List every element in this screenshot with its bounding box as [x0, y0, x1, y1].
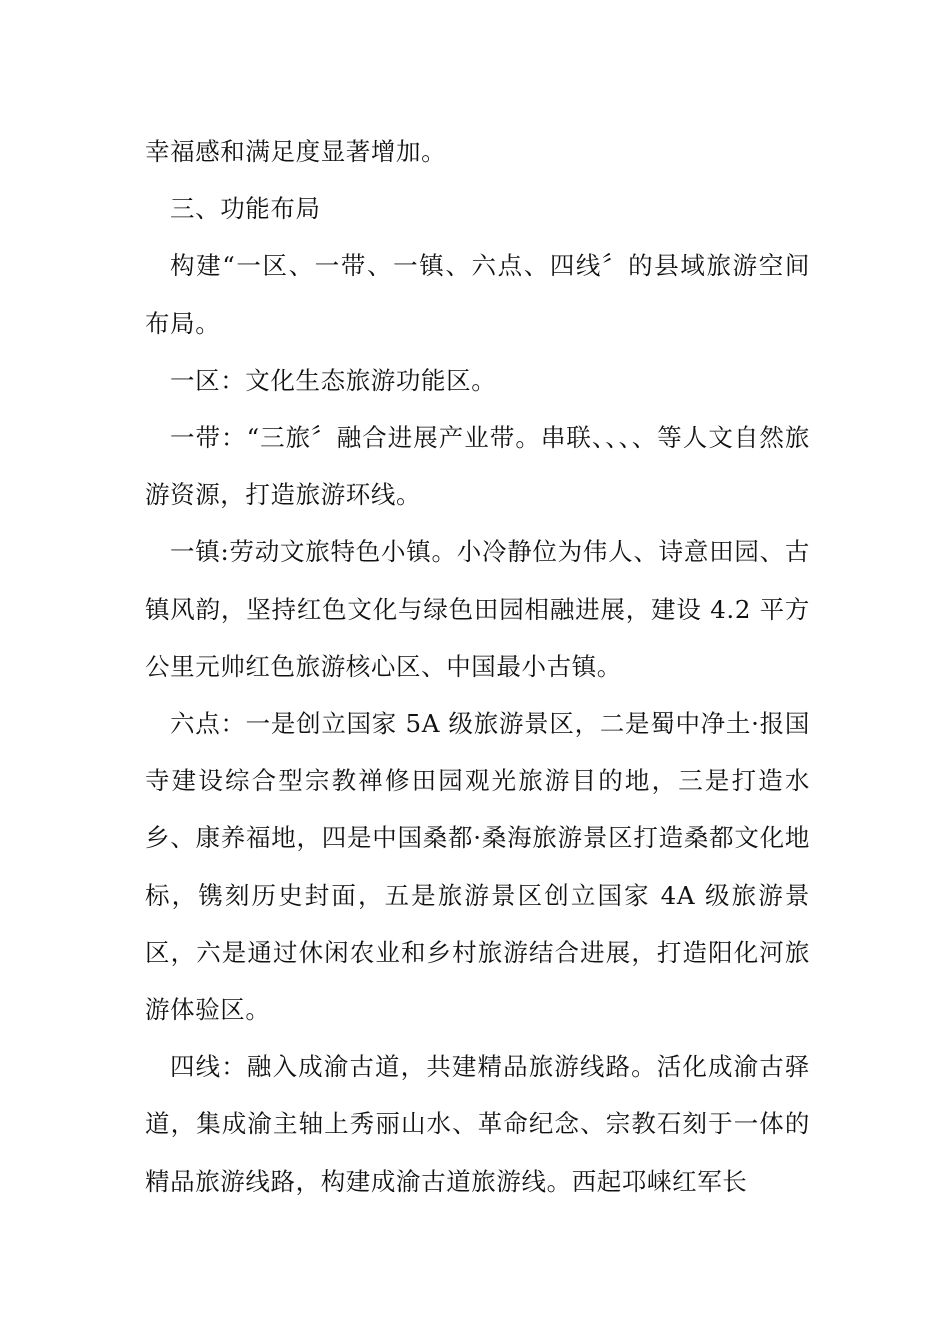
paragraph-continuation: 幸福感和满足度显著增加。 [145, 137, 447, 166]
paragraph-one-zone: 一区：文化生态旅游功能区。 [170, 365, 497, 395]
paragraph-one-town: 一镇:劳动文旅特色小镇。小冷静位为伟人、诗意田园、古镇风韵，坚持红色文化与绿色田园相融进展，建设 4.2 平方公里元帅红色旅游核心区、中国最小古镇。 [145, 537, 810, 681]
paragraph-layout-intro: 构建“一区、一带、一镇、六点、四线〞的县域旅游空间布局。 [145, 251, 810, 338]
paragraph-four-lines: 四线：融入成渝古道，共建精品旅游线路。活化成渝古驿道，集成渝主轴上秀丽山水、革命纪念、宗教石刻于一体的精品旅游线路，构建成渝古道旅游线。西起邛崃红军长 [145, 1052, 810, 1196]
paragraph-one-belt: 一带：“三旅〞融合进展产业带。串联、、、、等人文自然旅游资源，打造旅游环线。 [145, 423, 810, 510]
paragraph-six-points: 六点：一是创立国家 5A 级旅游景区，二是蜀中净土·报国寺建设综合型宗教禅修田园观光旅游目的地，三是打造水乡、康养福地，四是中国桑都·桑海旅游景区打造桑都文化地标，镌刻历史封面，五是旅游景区创立国家 4A 级旅游景区，六是通过休闲农业和乡村旅游结合进展，打造阳化河旅游体验区。 [145, 709, 810, 1025]
document-body [145, 123, 810, 1210]
section-heading: 三、功能布局 [170, 194, 321, 224]
